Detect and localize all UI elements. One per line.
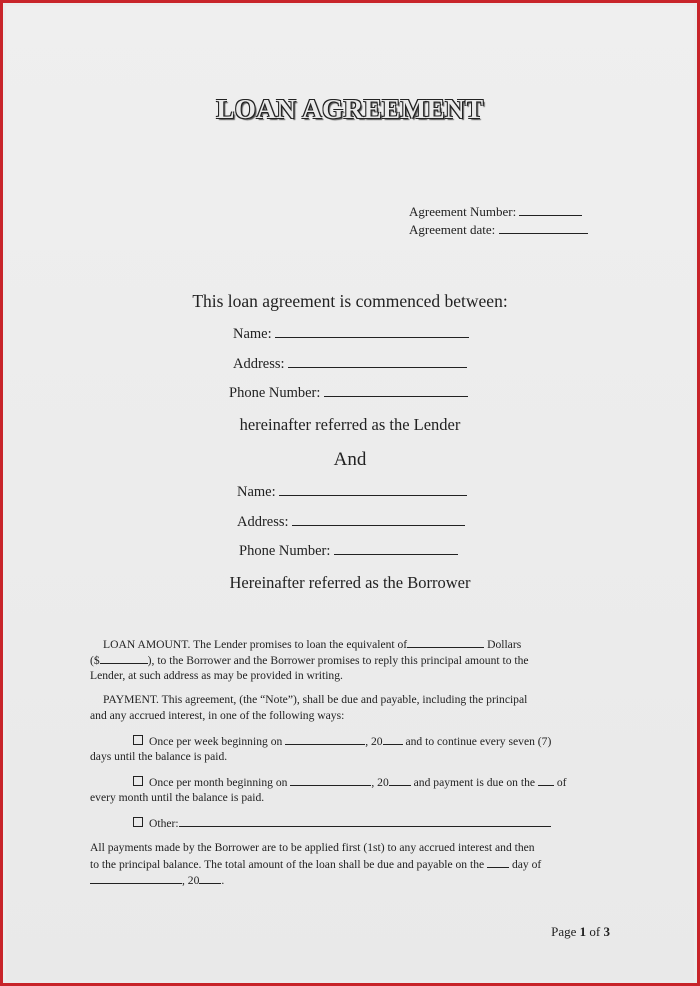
weekly-text: Once per week beginning on <box>149 735 286 748</box>
lender-address-line <box>233 356 467 373</box>
other-blank <box>179 815 551 827</box>
borrower-referred-text: Hereinafter referred as the Borrower <box>229 573 471 592</box>
final-month-blank <box>90 872 182 884</box>
agreement-date-line <box>409 222 588 238</box>
lender-name-blank <box>275 326 469 338</box>
borrower-address-blank <box>292 514 465 526</box>
final-day-blank <box>487 856 509 868</box>
page-current: 1 <box>579 924 587 939</box>
document-title: LOAN AGREEMENT <box>216 94 484 124</box>
lender-referred-text: hereinafter referred as the Lender <box>239 415 461 434</box>
monthly-year-blank <box>389 774 411 786</box>
borrower-phone-blank <box>334 543 458 555</box>
option-weekly-line-1 <box>133 733 551 750</box>
final-year-text: , 20 <box>182 874 200 887</box>
monthly-of-text: of <box>553 776 567 789</box>
monthly-text: Once per month beginning on <box>149 776 291 789</box>
lender-name-line <box>233 326 469 343</box>
final-line-3 <box>90 872 224 889</box>
borrower-address-label: Address: <box>237 514 289 530</box>
lender-address-blank <box>288 356 467 368</box>
dollars-text: Dollars <box>484 638 522 651</box>
borrower-address-line <box>237 514 465 531</box>
weekly-continue-text: and to continue every seven (7) <box>402 735 552 748</box>
and-text: And <box>333 449 367 470</box>
other-checkbox[interactable] <box>133 817 143 827</box>
weekly-year-text: , 20 <box>365 735 383 748</box>
payment-line-2: and any accrued interest, in one of the following ways: <box>90 709 345 722</box>
final-day-of-text: day of <box>509 858 542 871</box>
monthly-date-blank <box>290 774 371 786</box>
lender-address-label: Address: <box>233 356 285 372</box>
lender-phone-line <box>229 385 468 402</box>
loan-amount-line-3: Lender, at such address as may be provided in writing. <box>90 669 343 682</box>
agreement-date-label: Agreement date: <box>409 222 496 237</box>
loan-amount-text: LOAN AMOUNT. The Lender promises to loan the equivalent of <box>103 638 408 651</box>
page-number <box>551 924 610 940</box>
borrower-name-blank <box>279 484 467 496</box>
option-weekly-line-2: days until the balance is paid. <box>90 750 228 763</box>
loan-amount-line-2 <box>90 652 529 669</box>
document-page <box>6 6 694 980</box>
monthly-day-blank <box>538 774 554 786</box>
monthly-checkbox[interactable] <box>133 776 143 786</box>
agreement-number-blank <box>519 204 582 216</box>
borrower-phone-line <box>239 543 458 560</box>
borrower-phone-label: Phone Number: <box>239 543 331 559</box>
loan-amount-continued: ), to the Borrower and the Borrower promises to reply this principal amount to the <box>147 654 529 667</box>
page-total: 3 <box>603 924 610 939</box>
page-label: Page <box>551 924 580 939</box>
dollar-sign-text: ($ <box>90 654 100 667</box>
monthly-year-text: , 20 <box>371 776 389 789</box>
loan-dollar-blank <box>100 652 148 664</box>
final-line-2 <box>90 856 541 873</box>
lender-phone-blank <box>324 385 468 397</box>
intro-text: This loan agreement is commenced between: <box>192 291 508 311</box>
loan-amount-blank <box>407 636 484 648</box>
agreement-number-line <box>409 204 582 220</box>
option-other-line <box>133 815 551 832</box>
monthly-due-text: and payment is due on the <box>410 776 538 789</box>
lender-name-label: Name: <box>233 326 272 342</box>
payment-line-1: PAYMENT. This agreement, (the “Note”), shall be due and payable, including the principal <box>103 693 528 706</box>
lender-phone-label: Phone Number: <box>229 385 321 401</box>
option-monthly-line-1 <box>133 774 567 791</box>
weekly-year-blank <box>383 733 403 745</box>
final-due-text: to the principal balance. The total amount of the loan shall be due and payable on the <box>90 858 488 871</box>
option-monthly-line-2: every month until the balance is paid. <box>90 791 265 804</box>
borrower-name-line <box>237 484 467 501</box>
final-period: . <box>221 874 225 887</box>
other-label: Other: <box>149 817 179 830</box>
borrower-name-label: Name: <box>237 484 276 500</box>
final-line-1: All payments made by the Borrower are to be applied first (1st) to any accrued interest and then <box>90 841 535 854</box>
weekly-checkbox[interactable] <box>133 735 143 745</box>
page-of: of <box>586 924 604 939</box>
loan-amount-line-1 <box>103 636 521 653</box>
final-year-blank <box>199 872 221 884</box>
weekly-date-blank <box>285 733 365 745</box>
agreement-date-blank <box>499 222 588 234</box>
agreement-number-label: Agreement Number: <box>409 204 517 219</box>
